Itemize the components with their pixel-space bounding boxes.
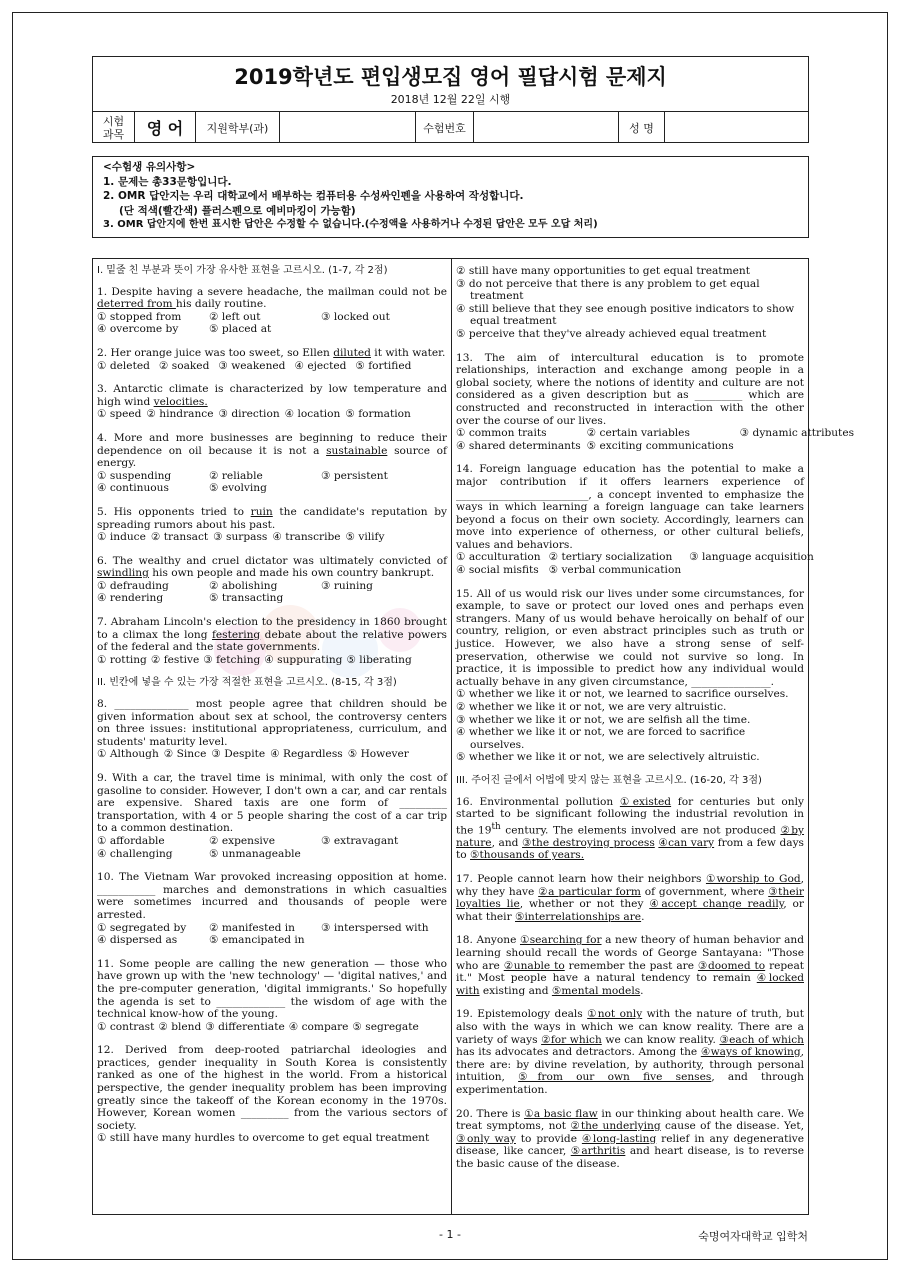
option: ④ whether we like it or not, we are forced to sacrifice — [456, 726, 746, 739]
option: ⑤ whether we like it or not, we are selectively altruistic. — [456, 751, 760, 764]
left-column — [97, 265, 447, 1145]
question-5 — [97, 506, 447, 544]
question-15 — [456, 588, 804, 764]
option: ④ compare — [288, 1020, 349, 1033]
q4-text: 4. More and more businesses are beginning to reduce their dependence on oil because it is not a — [97, 431, 447, 457]
notice-line-3: (단 적색(빨간색) 플러스펜으로 예비마킹이 가능함) — [119, 204, 356, 217]
option: ① suspending — [97, 469, 172, 482]
option: ⑤ liberating — [346, 653, 412, 666]
q1-options — [97, 311, 447, 336]
option-continued: ourselves. — [470, 738, 525, 751]
dept-field[interactable] — [280, 112, 416, 143]
exam-header — [92, 56, 809, 143]
option: ③ surpass — [213, 531, 268, 544]
option: ② still have many opportunities to get equal treatment — [456, 265, 750, 277]
option: ① acculturation — [456, 551, 541, 564]
q20-text: cause of the disease. Yet, — [660, 1120, 804, 1133]
question-14 — [456, 463, 814, 577]
q5-options — [97, 531, 447, 544]
notice-line-1: 1. 문제는 총33문항입니다. — [103, 175, 232, 188]
section-2-heading: II. 빈칸에 넣을 수 있는 가장 적절한 표현을 고르시오. (8-15, 각 3점) — [97, 677, 397, 689]
option: ② festive — [150, 653, 200, 666]
q19-text: we can know reality. — [601, 1033, 720, 1046]
q19-choice-2: ②for which — [541, 1033, 602, 1046]
q2-text-end: it with water. — [370, 346, 446, 359]
q18-choice-4: ④locked with — [456, 972, 804, 997]
option: ① induce — [97, 531, 146, 544]
q18-text: 18. Anyone — [456, 934, 520, 947]
question-10 — [97, 871, 447, 947]
option: ④ shared determinants — [456, 439, 581, 452]
q6-options — [97, 580, 447, 605]
option: ③ Despite — [211, 748, 266, 761]
subject-value: 영 어 — [135, 112, 196, 143]
q20-text: and heart disease, is to reverse the basic cause of the disease. — [456, 1145, 805, 1170]
q19-choice-1: ①not only — [587, 1008, 643, 1021]
question-8 — [97, 698, 447, 761]
option: ① affordable — [97, 834, 165, 847]
column-divider — [451, 259, 452, 1214]
option: ⑤ vilify — [345, 531, 385, 544]
q10-options — [97, 922, 447, 947]
option: ② blend — [158, 1020, 202, 1033]
q18-choice-1: ①searching for — [519, 934, 602, 947]
question-11 — [97, 958, 447, 1034]
option: ③ fetching — [203, 653, 261, 666]
option: ④ rendering — [97, 592, 164, 605]
footer-organization: 숙명여자대학교 입학처 — [698, 1230, 808, 1243]
q18-choice-5: ⑤mental models — [551, 984, 641, 997]
option: ③ interspersed with — [321, 921, 429, 934]
option: ② tertiary socialization — [548, 551, 673, 564]
option: ① speed — [97, 408, 142, 421]
section-3-heading: III. 주어진 글에서 어법에 맞지 않는 표현을 고르시오. (16-20, 각 3점) — [456, 774, 762, 786]
q17-text: , or what their — [456, 898, 805, 923]
option: ① whether we like it or not, we learned to sacrifice ourselves. — [456, 688, 789, 701]
q18-text: existing and — [479, 984, 552, 997]
q15-options — [456, 688, 804, 764]
q19-text: , there are: by divine revelation, by authority, through personal intuition, — [456, 1046, 804, 1084]
option: ① defrauding — [97, 579, 169, 592]
q17-choice-4: ④accept change readily — [649, 898, 784, 911]
q19-choice-3: ③each of which — [719, 1033, 804, 1046]
exam-number-field[interactable] — [474, 112, 619, 143]
q20-choice-3: ③only way — [456, 1132, 516, 1145]
q16-text: from a few days to — [456, 836, 804, 862]
option: ② transact — [150, 531, 209, 544]
page-title: 2019학년도 편입생모집 영어 필답시험 문제지 — [234, 65, 667, 89]
option: ③ persistent — [321, 469, 388, 482]
option: ③ dynamic attributes — [739, 427, 855, 440]
option: ① stopped from — [97, 310, 182, 323]
q16-choice-3: ③the destroying process — [522, 836, 655, 849]
q16-superscript: th — [491, 821, 501, 832]
option: ② expensive — [209, 834, 276, 847]
question-2 — [97, 347, 447, 372]
option: ⑤ segregate — [352, 1020, 419, 1033]
q16-choice-4: ④can vary — [658, 836, 715, 849]
q2-text: 2. Her orange juice was too sweet, so Ellen — [97, 346, 334, 359]
question-18 — [456, 934, 804, 997]
q1-text-end: his daily routine. — [175, 298, 267, 311]
option: ⑤ emancipated in — [209, 934, 305, 947]
option: ④ Regardless — [270, 748, 343, 761]
q8-text: 8. ______________ most people agree that children should be given information about sex at school, the controversy centers on three issues: institutional appropriateness, curriculum, and students' maturity level. — [97, 698, 447, 748]
option: ⑤ transacting — [209, 592, 284, 605]
question-9 — [97, 772, 447, 860]
q18-text: remember the past are — [564, 959, 698, 972]
option: ② abolishing — [209, 579, 278, 592]
option: ④ suppurating — [264, 653, 343, 666]
option: ④ dispersed as — [97, 934, 178, 947]
option-continued: equal treatment — [470, 315, 557, 328]
question-17 — [456, 873, 804, 923]
subject-label-1: 시험 — [102, 114, 125, 128]
q2-options — [97, 360, 447, 373]
option: ④ ejected — [294, 359, 347, 372]
option: ③ differentiate — [205, 1020, 285, 1033]
q19-choice-5: ⑤from our own five senses — [518, 1071, 712, 1084]
question-12 — [97, 1044, 447, 1145]
q12-text: 12. Derived from deep-rooted patriarchal ideologies and practices, gender inequality in South Korea is consistently ranked as one of the highest in the world. From a historical perspective, the gender inequality problem has been improving greatly since the takeoff of the Korean economy in the 1970s. However, Korean women _________ from the various sectors of society. — [97, 1044, 447, 1132]
q4-text-end: source of energy. — [97, 444, 447, 470]
q19-text: 19. Epistemology deals — [456, 1008, 588, 1021]
q19-choice-4: ④ways of knowing — [700, 1046, 801, 1059]
option: ② whether we like it or not, we are very altruistic. — [456, 701, 727, 713]
q8-options — [97, 748, 447, 761]
q14-options — [456, 551, 814, 577]
q17-text: 17. People cannot learn how their neighbors — [456, 873, 706, 886]
q18-text: . — [640, 984, 644, 997]
option-continued: treatment — [470, 290, 524, 303]
name-label: 성 명 — [619, 112, 665, 143]
option: ② hindrance — [146, 408, 214, 421]
q17-text: . — [641, 910, 645, 923]
q17-choice-5: ⑤interrelationships are — [515, 910, 642, 923]
option: ③ whether we like it or not, we are selfish all the time. — [456, 713, 751, 726]
q14-text: 14. Foreign language education has the potential to make a major contribution if it offers learners experience of _________________________, a concept invented to emphasize the ways in which learning a foreign language can take learners beyond a focus on their own society. Accordingly, learners can move into experience of otherness, or other cultural beliefs, values and behaviors. — [456, 463, 804, 551]
dept-label: 지원학부(과) — [196, 112, 280, 143]
q16-text: century. The elements involved are not produced — [500, 824, 781, 837]
question-19 — [456, 1008, 804, 1096]
page-number: - 1 - — [439, 1228, 461, 1241]
option: ④ social misfits — [456, 564, 539, 577]
q20-choice-4: ④long-lasting — [581, 1132, 657, 1145]
q5-text-end: the candidate's reputation by spreading rumors about his past. — [97, 505, 447, 531]
q18-text: repeat it." Most people have a natural tendency to remain — [456, 959, 805, 985]
q11-text: 11. Some people are calling the new generation — those who have grown up with the 'new technology' — 'digital natives,' and the pre-computer generation, 'digital immigrants.' So hopefully the agenda is set to _____________ the wisdom of age with the technical know-how of the young. — [97, 957, 447, 1021]
q5-text: 5. His opponents tried to — [97, 505, 251, 518]
q7-underlined: festering — [211, 628, 261, 641]
q2-underlined: diluted — [333, 346, 371, 359]
q16-choice-1: ①existed — [619, 795, 672, 808]
option: ① segregated by — [97, 921, 187, 934]
name-field[interactable] — [665, 112, 808, 143]
q9-text: 9. With a car, the travel time is minimal, with only the cost of gasoline to consider. However, I don't own a car, and car rentals are expensive. Shared taxis are one form of _________ transportation, with 4 or 5 people sharing the cost of a car trip to a common destination. — [97, 772, 447, 835]
question-6 — [97, 555, 447, 605]
q4-underlined: sustainable — [326, 444, 388, 457]
subject-label-2: 과목 — [102, 127, 125, 141]
question-1 — [97, 286, 447, 336]
option: ⑤ placed at — [209, 323, 272, 336]
q20-text: relief in any degenerative disease, like cancer, — [456, 1132, 804, 1158]
q3-underlined: velocities. — [153, 395, 208, 408]
question-7 — [97, 616, 447, 666]
q13-options — [456, 427, 855, 452]
q3-options — [97, 408, 447, 421]
q20-text: 20. There is — [456, 1107, 525, 1120]
q6-text-end: his own people and made his own country bankrupt. — [148, 567, 435, 580]
option: ① Although — [97, 748, 159, 761]
question-12-continued — [456, 265, 804, 341]
q7-text: 7. Abraham Lincoln's election to the presidency in 1860 brought to a climax the long — [97, 616, 447, 641]
question-4 — [97, 432, 447, 495]
option: ⑤ exciting communications — [586, 439, 734, 452]
q7-options — [97, 654, 447, 667]
question-20 — [456, 1108, 804, 1171]
option: ② certain variables — [586, 427, 690, 440]
q17-text: of government, where — [640, 885, 769, 898]
q12-options-first — [97, 1132, 447, 1145]
exam-info-row — [93, 111, 808, 143]
q16-choice-5: ⑤thousands of years. — [470, 849, 585, 862]
q20-choice-1: ①a basic flaw — [524, 1107, 598, 1120]
option: ② left out — [209, 310, 261, 323]
exam-notice — [92, 156, 809, 238]
q3-text: 3. Antarctic climate is characterized by low temperature and high wind — [97, 383, 447, 408]
q1-underlined: deterred from — [97, 298, 176, 311]
option: ③ do not perceive that there is any problem to get equal — [456, 277, 760, 290]
q17-text: , whether or not they — [519, 898, 650, 911]
q11-options — [97, 1021, 447, 1034]
q19-text: with the nature of truth, but also with the ways in which we can know reality. There are a variety of ways — [456, 1008, 804, 1046]
option: ⑤ unmanageable — [209, 847, 301, 860]
q1-text: 1. Despite having a severe headache, the mailman could not be — [97, 285, 447, 298]
q7-text-end: debate about the relative powers of the federal and the state governments. — [97, 628, 447, 654]
q17-choice-1: ①worship to God — [705, 873, 801, 886]
q16-text: , and — [491, 836, 523, 849]
option: ⑤ perceive that they've already achieved equal treatment — [456, 327, 767, 340]
q16-choice-2: ②by nature — [456, 824, 805, 849]
notice-line-4: 3. OMR 답안지에 한번 표시한 답안은 수정할 수 없습니다.(수정액을 사용하거나 수정된 답안은 모두 오답 처리) — [103, 219, 598, 230]
option: ④ transcribe — [272, 531, 341, 544]
option: ④ overcome by — [97, 323, 179, 336]
option: ① still have many hurdles to overcome to get equal treatment — [97, 1132, 430, 1145]
option: ② reliable — [209, 469, 263, 482]
q16-text: 16. Environmental pollution — [456, 795, 620, 808]
q20-choice-2: ②the underlying — [570, 1120, 661, 1133]
q20-text: in our thinking about health care. We treat symptoms, not — [456, 1107, 804, 1133]
notice-title: <수험생 유의사항> — [103, 161, 196, 173]
q6-underlined: swindling — [97, 567, 149, 580]
option: ② soaked — [158, 359, 210, 372]
q19-text: has its advocates and detractors. Among the — [456, 1046, 701, 1059]
q18-choice-3: ③doomed to — [697, 959, 766, 972]
section-1-heading: I. 밑줄 친 부분과 뜻이 가장 유사한 표현을 고르시오. (1-7, 각 2점) — [97, 265, 388, 276]
questions-area — [92, 258, 855, 1215]
option: ② Since — [163, 748, 207, 761]
exam-date: 2018년 12월 22일 시행 — [390, 93, 511, 106]
q12-options-rest — [456, 265, 804, 341]
option: ③ direction — [218, 408, 280, 421]
q6-text: 6. The wealthy and cruel dictator was ultimately convicted of — [97, 554, 447, 567]
q20-text: to provide — [515, 1132, 582, 1145]
option: ④ location — [284, 408, 341, 421]
q13-text: 13. The aim of intercultural education is to promote relationships, interaction and exchange among people in a global society, where the notions of identity and culture are not considered as a given description but as _________ which are constructed and reconstructed in interaction with the other over the course of our lives. — [456, 351, 804, 427]
question-3 — [97, 383, 447, 421]
option: ⑤ verbal communication — [548, 564, 682, 577]
question-16 — [456, 796, 804, 863]
q17-choice-3: ③their loyalties lie — [456, 885, 804, 911]
option: ③ locked out — [321, 310, 390, 323]
q9-options — [97, 835, 447, 860]
option: ⑤ However — [347, 748, 409, 761]
q19-text: , and through experimentation. — [456, 1071, 804, 1096]
right-column — [456, 265, 855, 1182]
q17-choice-2: ②a particular form — [538, 885, 641, 898]
q5-underlined: ruin — [250, 505, 273, 518]
q17-text: , why they have — [456, 873, 804, 898]
option: ④ still believe that they see enough positive indicators to show — [456, 302, 795, 315]
option: ④ challenging — [97, 847, 173, 860]
option: ① rotting — [97, 653, 147, 666]
q16-text: for centuries but only started to be significant following the industrial revolution in the 19 — [456, 795, 804, 837]
option: ⑤ evolving — [209, 482, 267, 495]
option: ② manifested in — [209, 921, 295, 934]
question-13 — [456, 351, 855, 453]
notice-line-2: 2. OMR 답안지는 우리 대학교에서 배부하는 컴퓨터용 수성싸인펜을 사용하여 작성합니다. — [103, 190, 524, 202]
q18-text: a new theory of human behavior and learning should recall the words of George Santayana: "Those who are — [456, 934, 805, 972]
option: ③ extravagant — [321, 834, 399, 847]
q15-text: 15. All of us would risk our lives under some circumstances, for example, to save or protect our loved ones and perhaps even strangers. Many of us would behave heroically on behalf of our country, religion, or even abstract principles such as truth or justice. However, we also have a strong sense of self-preservation, otherwise we could not survive so long. In practice, it is impossible to predict how any individual would actually behave in any given circumstance, _______________. — [456, 587, 804, 688]
option: ③ language acquisition — [689, 551, 814, 564]
exam-number-label: 수험번호 — [416, 112, 474, 143]
option: ④ continuous — [97, 482, 169, 495]
option: ③ weakened — [218, 359, 286, 372]
option: ③ ruining — [321, 579, 373, 592]
option: ⑤ fortified — [355, 359, 412, 372]
option: ① deleted — [97, 359, 150, 372]
q18-choice-2: ②unable to — [503, 959, 565, 972]
q20-choice-5: ⑤arthritis — [570, 1145, 626, 1158]
option: ① common traits — [456, 427, 547, 440]
subject-label-cell — [93, 112, 135, 143]
option: ⑤ formation — [345, 408, 411, 421]
q10-text: 10. The Vietnam War provoked increasing opposition at home. ___________ marches and demonstrations in which casualties were sometimes incurred and thousands of people were arrested. — [97, 871, 447, 921]
option: ① contrast — [97, 1020, 155, 1033]
q4-options — [97, 470, 447, 495]
